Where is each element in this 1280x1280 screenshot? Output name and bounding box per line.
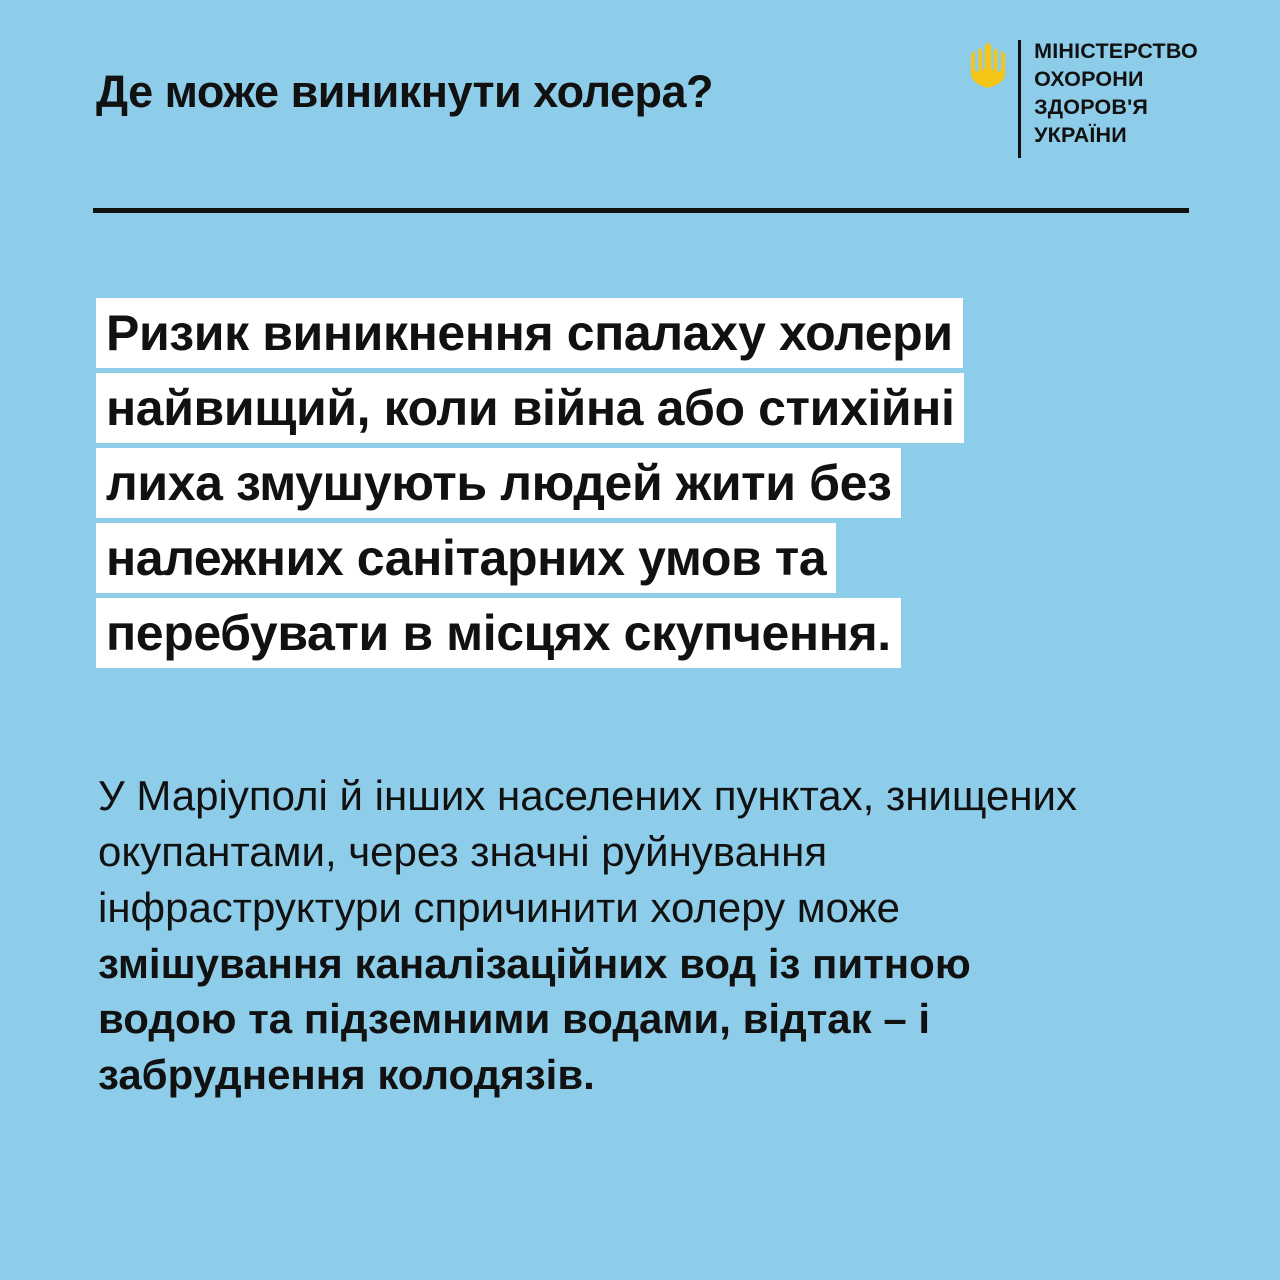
ministry-name: [1034, 38, 1198, 150]
header: [0, 0, 1280, 190]
paragraph-normal-text: У Маріуполі й інших населених пунктах, знищених окупантами, через значні руйнування інфраструктури спричинити холеру може: [98, 772, 1077, 931]
ukraine-trident-icon: [971, 42, 1005, 88]
horizontal-rule: [93, 208, 1189, 213]
highlight-line: найвищий, коли війна або стихійні: [96, 373, 964, 443]
highlight-line: Ризик виникнення спалаху холери: [96, 298, 963, 368]
highlight-statement: [96, 298, 1106, 673]
highlight-line: належних санітарних умов та: [96, 523, 836, 593]
logo-line-4: УКРАЇНИ: [1034, 122, 1127, 147]
highlight-line: лиха змушують людей жити без: [96, 448, 901, 518]
logo-line-3: ЗДОРОВ'Я: [1034, 94, 1149, 119]
logo-line-2: ОХОРОНИ: [1034, 66, 1144, 91]
logo-divider: [1018, 40, 1021, 158]
paragraph-bold-text: змішування каналізаційних вод із питною водою та підземними водами, відтак – і забруднення колодязів.: [98, 939, 971, 1099]
page-title: Де може виникнути холера?: [96, 66, 714, 117]
highlight-line: перебувати в місцях скупчення.: [96, 598, 901, 668]
body-paragraph: [98, 768, 1108, 1103]
logo-line-1: МІНІСТЕРСТВО: [1034, 39, 1198, 63]
ministry-logo: [971, 38, 1198, 158]
